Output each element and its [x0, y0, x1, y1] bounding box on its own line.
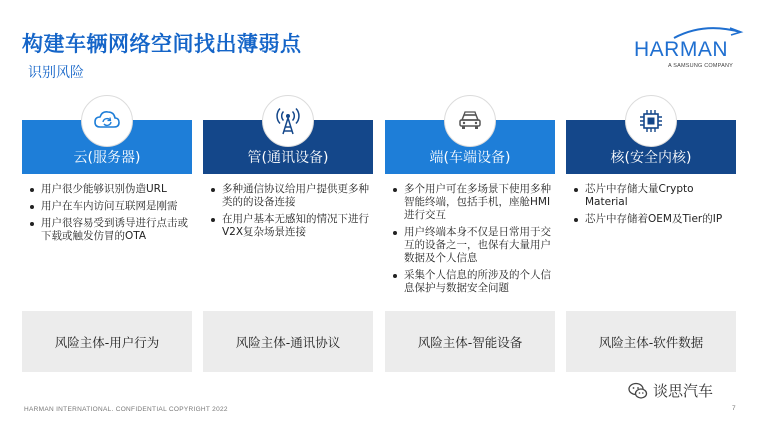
- watermark: [628, 380, 713, 401]
- column-label: 云(服务器): [22, 120, 192, 174]
- column-header: [385, 95, 555, 174]
- page-title: 构建车辆网络空间找出薄弱点: [22, 32, 302, 56]
- signal-tower-icon: [275, 107, 301, 135]
- list-item: 芯片中存储大量Crypto Material: [572, 183, 734, 209]
- watermark-text: 谈思汽车: [653, 382, 714, 400]
- chip-icon: [638, 108, 664, 134]
- cloud-sync-icon: [93, 109, 121, 133]
- icon-badge: [81, 95, 133, 147]
- harman-logo: [634, 24, 746, 74]
- column-label: 端(车端设备): [385, 120, 555, 174]
- bullet-list: [203, 183, 373, 239]
- car-icon: [456, 109, 484, 133]
- column-endpoint: [385, 95, 555, 299]
- risk-box-smart-device: 风险主体-智能设备: [385, 311, 555, 372]
- footer-copyright: HARMAN INTERNATIONAL. CONFIDENTIAL COPYRIGHT 2022: [24, 406, 228, 413]
- column-network: [203, 95, 373, 243]
- icon-badge: [625, 95, 677, 147]
- risk-box-protocol: 风险主体-通讯协议: [203, 311, 373, 372]
- list-item: 用户终端本身不仅是日常用于交互的设备之一，也保有大量用户数据及个人信息: [391, 226, 553, 265]
- list-item: 多种通信协议给用户提供更多种类的的设备连接: [209, 183, 371, 209]
- column-header: [203, 95, 373, 174]
- bullet-list: [22, 183, 192, 243]
- page-number: 7: [732, 405, 736, 412]
- column-label: 核(安全内核): [566, 120, 736, 174]
- list-item: 采集个人信息的所涉及的个人信息保护与数据安全问题: [391, 269, 553, 295]
- column-core: [566, 95, 736, 230]
- risk-box-software-data: 风险主体-软件数据: [566, 311, 736, 372]
- risk-box-user-behavior: 风险主体-用户行为: [22, 311, 192, 372]
- column-header: [566, 95, 736, 174]
- page-subtitle: 识别风险: [28, 65, 84, 81]
- logo-subtext: A SAMSUNG COMPANY: [668, 63, 734, 69]
- icon-badge: [262, 95, 314, 147]
- column-cloud: [22, 95, 192, 247]
- logo-text: HARMAN: [634, 38, 729, 61]
- column-label: 管(通讯设备): [203, 120, 373, 174]
- list-item: 用户在车内访问互联网是刚需: [28, 200, 190, 213]
- list-item: 在用户基本无感知的情况下进行V2X复杂场景连接: [209, 213, 371, 239]
- icon-badge: [444, 95, 496, 147]
- list-item: 多个用户可在多场景下使用多种智能终端，包括手机，座舱HMI进行交互: [391, 183, 553, 222]
- list-item: 用户很容易受到诱导进行点击或下载或触发仿冒的OTA: [28, 217, 190, 243]
- column-header: [22, 95, 192, 174]
- wechat-icon: [628, 381, 648, 401]
- bullet-list: [566, 183, 736, 226]
- bullet-list: [385, 183, 555, 295]
- list-item: 用户很少能够识别伪造URL: [28, 183, 190, 196]
- list-item: 芯片中存储着OEM及Tier的IP: [572, 213, 734, 226]
